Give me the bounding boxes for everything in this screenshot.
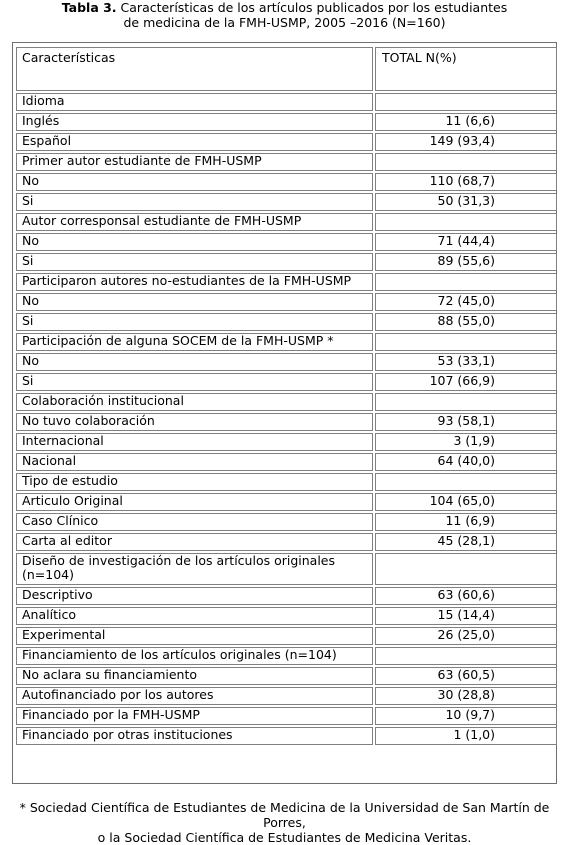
- header-total: TOTAL N(%): [375, 47, 557, 91]
- table-row: [16, 473, 557, 491]
- table-row: [16, 647, 557, 665]
- row-label: Español: [16, 133, 373, 151]
- table-row: [16, 667, 557, 685]
- row-value: [375, 273, 557, 291]
- row-label: Autofinanciado por los autores: [16, 687, 373, 705]
- table-body: [16, 47, 557, 745]
- row-value: 93 (58,1): [375, 413, 557, 431]
- row-label: No tuvo colaboración: [16, 413, 373, 431]
- row-label: Si: [16, 253, 373, 271]
- row-value: 3 (1,9): [375, 433, 557, 451]
- row-label: Inglés: [16, 113, 373, 131]
- table-row: [16, 193, 557, 211]
- row-label: No: [16, 233, 373, 251]
- table-row: [16, 607, 557, 625]
- footnote: [0, 800, 569, 845]
- row-value: 10 (9,7): [375, 707, 557, 725]
- table-row: [16, 113, 557, 131]
- table-row: [16, 587, 557, 605]
- table-row: [16, 707, 557, 725]
- row-value: 88 (55,0): [375, 313, 557, 331]
- table-row: [16, 687, 557, 705]
- row-label: Analítico: [16, 607, 373, 625]
- row-label: Nacional: [16, 453, 373, 471]
- row-value: 107 (66,9): [375, 373, 557, 391]
- footnote-line-1: * Sociedad Científica de Estudiantes de Medicina de la Universidad de San Martín de Porres,: [19, 800, 550, 830]
- row-label: Financiado por otras instituciones: [16, 727, 373, 745]
- row-label: Experimental: [16, 627, 373, 645]
- row-value: [375, 93, 557, 111]
- row-label: Tipo de estudio: [16, 473, 373, 491]
- table-row: [16, 173, 557, 191]
- table-row: [16, 253, 557, 271]
- table-row: [16, 413, 557, 431]
- row-value: [375, 153, 557, 171]
- table-row: [16, 233, 557, 251]
- row-label: No: [16, 293, 373, 311]
- row-value: 104 (65,0): [375, 493, 557, 511]
- row-value: 50 (31,3): [375, 193, 557, 211]
- row-label: No: [16, 353, 373, 371]
- row-value: [375, 553, 557, 585]
- table-row: [16, 533, 557, 551]
- table-row: [16, 553, 557, 585]
- row-value: 64 (40,0): [375, 453, 557, 471]
- row-label: Caso Clínico: [16, 513, 373, 531]
- row-value: [375, 333, 557, 351]
- row-label: Autor corresponsal estudiante de FMH-USMP: [16, 213, 373, 231]
- row-label: Participación de alguna SOCEM de la FMH-USMP *: [16, 333, 373, 351]
- caption-line-1: [0, 1, 569, 16]
- row-label: Si: [16, 313, 373, 331]
- caption-title: Características de los artículos publicados por los estudiantes: [116, 0, 508, 15]
- row-label: Primer autor estudiante de FMH-USMP: [16, 153, 373, 171]
- table-row: [16, 333, 557, 351]
- row-value: [375, 393, 557, 411]
- row-value: 30 (28,8): [375, 687, 557, 705]
- row-label: Participaron autores no-estudiantes de la FMH-USMP: [16, 273, 373, 291]
- row-value: 11 (6,6): [375, 113, 557, 131]
- row-value: 63 (60,6): [375, 587, 557, 605]
- articles-table: [14, 45, 559, 747]
- row-value: 89 (55,6): [375, 253, 557, 271]
- row-value: 26 (25,0): [375, 627, 557, 645]
- row-label: Financiamiento de los artículos originales (n=104): [16, 647, 373, 665]
- footnote-line-2: o la Sociedad Científica de Estudiantes de Medicina Veritas.: [97, 830, 472, 845]
- table-row: [16, 353, 557, 371]
- caption-label: Tabla 3.: [61, 0, 117, 15]
- row-label: Financiado por la FMH-USMP: [16, 707, 373, 725]
- row-value: 71 (44,4): [375, 233, 557, 251]
- table-row: [16, 93, 557, 111]
- row-value: [375, 213, 557, 231]
- row-label: No: [16, 173, 373, 191]
- table-row: [16, 373, 557, 391]
- row-label: Si: [16, 193, 373, 211]
- table-row: [16, 453, 557, 471]
- row-label: Articulo Original: [16, 493, 373, 511]
- row-value: [375, 647, 557, 665]
- table-row: [16, 727, 557, 745]
- row-value: 1 (1,0): [375, 727, 557, 745]
- table-row: [16, 393, 557, 411]
- table-row: [16, 133, 557, 151]
- table-row: [16, 513, 557, 531]
- row-value: 53 (33,1): [375, 353, 557, 371]
- table-row: [16, 627, 557, 645]
- row-label: No aclara su financiamiento: [16, 667, 373, 685]
- table-row: [16, 293, 557, 311]
- table-row: [16, 153, 557, 171]
- table-caption: [0, 1, 569, 30]
- row-value: 45 (28,1): [375, 533, 557, 551]
- header-row: [16, 47, 557, 91]
- table-row: [16, 313, 557, 331]
- caption-line-2: de medicina de la FMH-USMP, 2005 –2016 (N=160): [123, 14, 446, 30]
- row-value: 149 (93,4): [375, 133, 557, 151]
- row-value: 63 (60,5): [375, 667, 557, 685]
- row-label: Si: [16, 373, 373, 391]
- row-value: 11 (6,9): [375, 513, 557, 531]
- row-label: Internacional: [16, 433, 373, 451]
- row-value: 15 (14,4): [375, 607, 557, 625]
- row-label: Idioma: [16, 93, 373, 111]
- header-caracteristicas: Características: [16, 47, 373, 91]
- row-label: Colaboración institucional: [16, 393, 373, 411]
- row-label: Diseño de investigación de los artículos originales (n=104): [16, 553, 373, 585]
- row-value: [375, 473, 557, 491]
- row-value: 72 (45,0): [375, 293, 557, 311]
- row-value: 110 (68,7): [375, 173, 557, 191]
- table-row: [16, 213, 557, 231]
- table-row: [16, 273, 557, 291]
- row-label: Carta al editor: [16, 533, 373, 551]
- row-label: Descriptivo: [16, 587, 373, 605]
- table-row: [16, 493, 557, 511]
- table-row: [16, 433, 557, 451]
